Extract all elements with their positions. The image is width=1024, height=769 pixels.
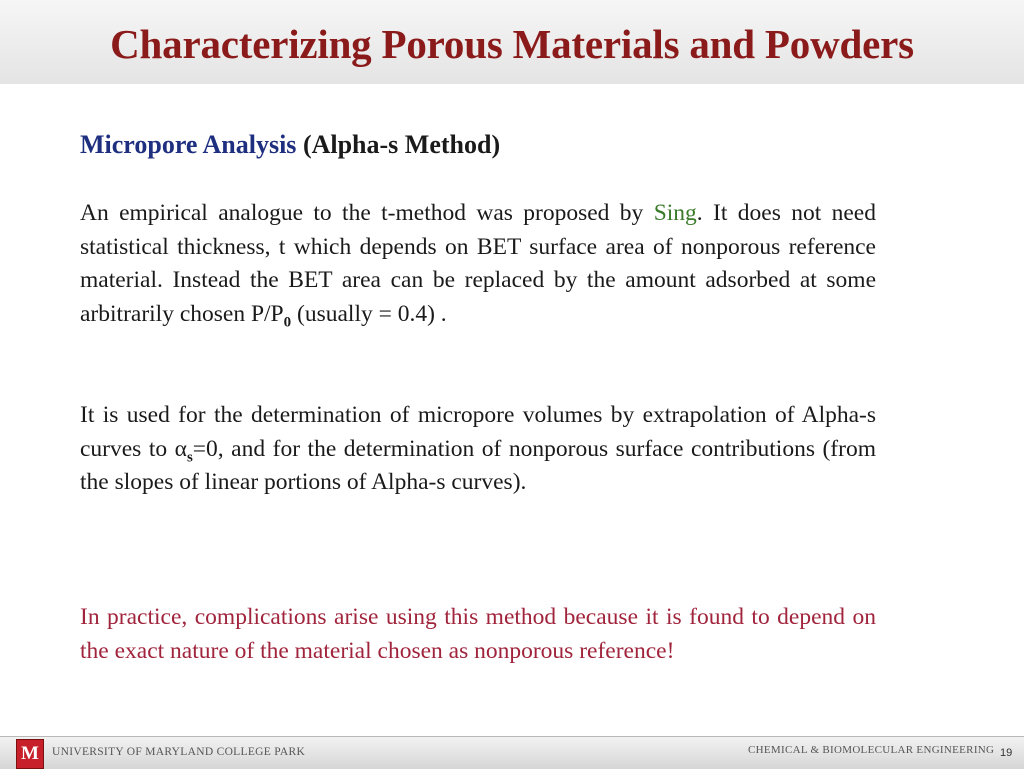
section-subtitle	[80, 128, 500, 162]
footer-university: UNIVERSITY OF MARYLAND COLLEGE PARK	[52, 746, 306, 758]
paragraph-intro	[80, 197, 876, 331]
paragraph-intro-text-2: . It does not need statistical thickness, t which depends on BET surface area of nonporous reference material. Instead the BET area can be replaced by the amount adsorbed at some arbitrarily chosen P/P	[80, 200, 876, 327]
alpha-symbol: α	[174, 435, 187, 462]
alpha-subscript: s	[186, 449, 193, 466]
footer-bar	[0, 736, 1024, 769]
paragraph-usage	[80, 399, 876, 500]
university-logo	[16, 739, 44, 769]
paragraph-usage-text-1: It is used for the determination of micropore volumes by extrapolation of Alpha-s curves to	[80, 402, 876, 462]
logo-letter: M	[21, 743, 39, 764]
slide-title: Characterizing Porous Materials and Powders	[110, 21, 914, 67]
subtitle-rest: (Alpha-s Method)	[296, 130, 501, 159]
subtitle-main: Micropore Analysis	[80, 130, 297, 159]
footer-department: CHEMICAL & BIOMOLECULAR ENGINEERING	[748, 744, 995, 756]
paragraph-intro-text-1: An empirical analogue to the t-method was proposed by	[80, 200, 654, 226]
paragraph-intro-text-3: (usually = 0.4) .	[291, 300, 447, 327]
paragraph-usage-text-2: =0, and for the determination of nonporous surface contributions (from the slopes of linear portions of Alpha-s curves).	[80, 435, 876, 495]
title-bar	[0, 0, 1024, 84]
paragraph-caveat: In practice, complications arise using this method because it is found to depend on the exact nature of the material chosen as nonporous reference!	[80, 604, 876, 664]
pressure-subscript: 0	[283, 314, 292, 331]
page-number: 19	[1000, 747, 1013, 759]
author-name: Sing	[653, 200, 697, 226]
